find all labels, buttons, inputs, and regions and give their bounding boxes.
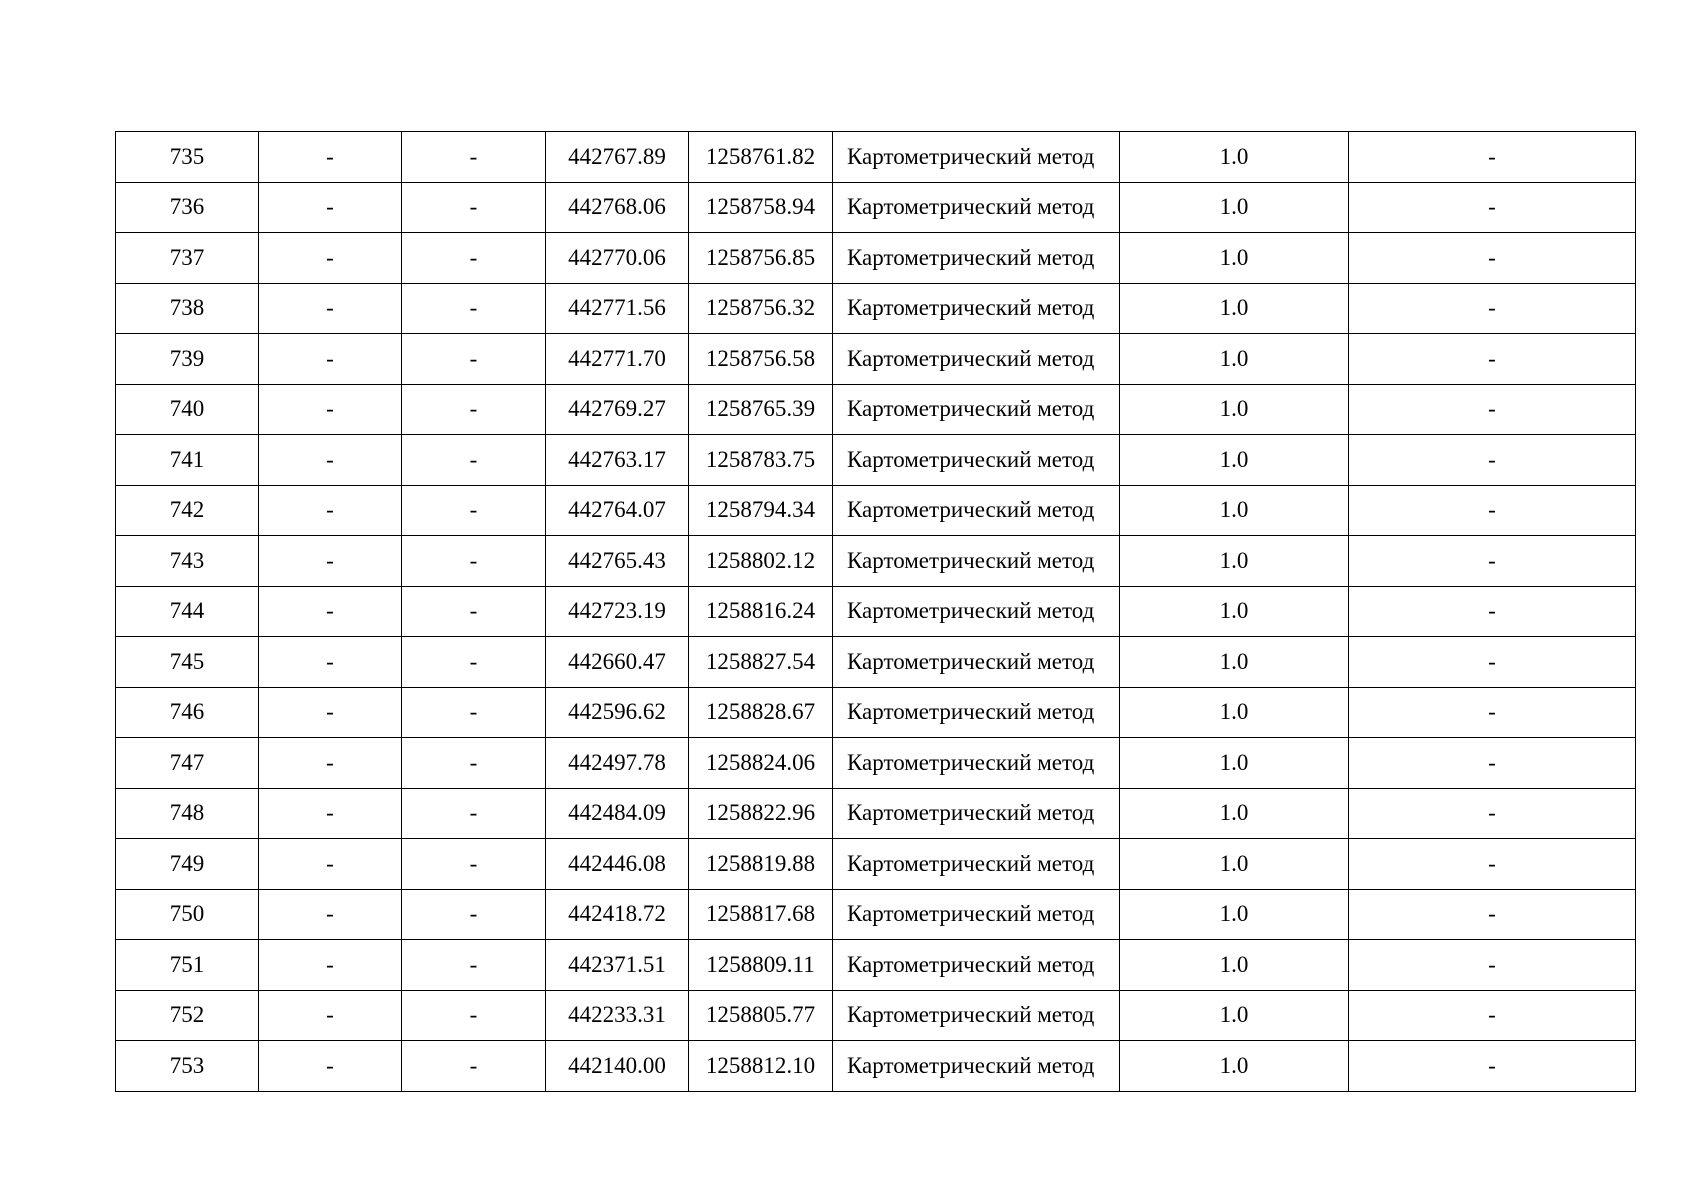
table-row xyxy=(116,182,1636,233)
table-row xyxy=(116,687,1636,738)
description-cell: - xyxy=(1349,334,1636,385)
empty-marker-cell: - xyxy=(402,738,546,789)
method-cell: Картометрический метод xyxy=(833,1041,1120,1092)
description-cell: - xyxy=(1349,182,1636,233)
table-row xyxy=(116,940,1636,991)
y-coordinate-cell: 1258756.58 xyxy=(689,334,833,385)
empty-marker-cell: - xyxy=(402,384,546,435)
table-row xyxy=(116,334,1636,385)
empty-marker-cell: - xyxy=(259,889,402,940)
method-cell: Картометрический метод xyxy=(833,738,1120,789)
table-row xyxy=(116,637,1636,688)
table-row xyxy=(116,889,1636,940)
y-coordinate-cell: 1258809.11 xyxy=(689,940,833,991)
table-row xyxy=(116,586,1636,637)
table-row xyxy=(116,283,1636,334)
description-cell: - xyxy=(1349,738,1636,789)
empty-marker-cell: - xyxy=(259,687,402,738)
x-coordinate-cell: 442140.00 xyxy=(546,1041,689,1092)
table-row xyxy=(116,990,1636,1041)
x-coordinate-cell: 442660.47 xyxy=(546,637,689,688)
method-cell: Картометрический метод xyxy=(833,485,1120,536)
y-coordinate-cell: 1258765.39 xyxy=(689,384,833,435)
description-cell: - xyxy=(1349,384,1636,435)
empty-marker-cell: - xyxy=(402,586,546,637)
empty-marker-cell: - xyxy=(402,132,546,183)
empty-marker-cell: - xyxy=(259,940,402,991)
point-number-cell: 743 xyxy=(116,536,259,587)
point-number-cell: 740 xyxy=(116,384,259,435)
point-number-cell: 735 xyxy=(116,132,259,183)
empty-marker-cell: - xyxy=(402,839,546,890)
y-coordinate-cell: 1258758.94 xyxy=(689,182,833,233)
point-number-cell: 753 xyxy=(116,1041,259,1092)
method-cell: Картометрический метод xyxy=(833,132,1120,183)
precision-cell: 1.0 xyxy=(1120,1041,1349,1092)
point-number-cell: 736 xyxy=(116,182,259,233)
description-cell: - xyxy=(1349,687,1636,738)
y-coordinate-cell: 1258828.67 xyxy=(689,687,833,738)
x-coordinate-cell: 442233.31 xyxy=(546,990,689,1041)
description-cell: - xyxy=(1349,283,1636,334)
empty-marker-cell: - xyxy=(259,839,402,890)
point-number-cell: 744 xyxy=(116,586,259,637)
precision-cell: 1.0 xyxy=(1120,233,1349,284)
y-coordinate-cell: 1258761.82 xyxy=(689,132,833,183)
precision-cell: 1.0 xyxy=(1120,435,1349,486)
precision-cell: 1.0 xyxy=(1120,788,1349,839)
precision-cell: 1.0 xyxy=(1120,283,1349,334)
empty-marker-cell: - xyxy=(402,788,546,839)
precision-cell: 1.0 xyxy=(1120,536,1349,587)
empty-marker-cell: - xyxy=(259,132,402,183)
point-number-cell: 749 xyxy=(116,839,259,890)
precision-cell: 1.0 xyxy=(1120,687,1349,738)
y-coordinate-cell: 1258805.77 xyxy=(689,990,833,1041)
empty-marker-cell: - xyxy=(402,687,546,738)
empty-marker-cell: - xyxy=(259,637,402,688)
point-number-cell: 741 xyxy=(116,435,259,486)
empty-marker-cell: - xyxy=(402,283,546,334)
empty-marker-cell: - xyxy=(402,1041,546,1092)
precision-cell: 1.0 xyxy=(1120,586,1349,637)
method-cell: Картометрический метод xyxy=(833,687,1120,738)
table-row xyxy=(116,738,1636,789)
x-coordinate-cell: 442484.09 xyxy=(546,788,689,839)
empty-marker-cell: - xyxy=(259,1041,402,1092)
y-coordinate-cell: 1258812.10 xyxy=(689,1041,833,1092)
y-coordinate-cell: 1258783.75 xyxy=(689,435,833,486)
y-coordinate-cell: 1258794.34 xyxy=(689,485,833,536)
y-coordinate-cell: 1258802.12 xyxy=(689,536,833,587)
description-cell: - xyxy=(1349,940,1636,991)
empty-marker-cell: - xyxy=(259,435,402,486)
precision-cell: 1.0 xyxy=(1120,182,1349,233)
y-coordinate-cell: 1258816.24 xyxy=(689,586,833,637)
x-coordinate-cell: 442446.08 xyxy=(546,839,689,890)
precision-cell: 1.0 xyxy=(1120,132,1349,183)
empty-marker-cell: - xyxy=(402,233,546,284)
y-coordinate-cell: 1258817.68 xyxy=(689,889,833,940)
method-cell: Картометрический метод xyxy=(833,384,1120,435)
empty-marker-cell: - xyxy=(259,586,402,637)
y-coordinate-cell: 1258824.06 xyxy=(689,738,833,789)
x-coordinate-cell: 442763.17 xyxy=(546,435,689,486)
description-cell: - xyxy=(1349,485,1636,536)
x-coordinate-cell: 442770.06 xyxy=(546,233,689,284)
description-cell: - xyxy=(1349,839,1636,890)
precision-cell: 1.0 xyxy=(1120,839,1349,890)
empty-marker-cell: - xyxy=(402,334,546,385)
y-coordinate-cell: 1258756.32 xyxy=(689,283,833,334)
x-coordinate-cell: 442497.78 xyxy=(546,738,689,789)
x-coordinate-cell: 442596.62 xyxy=(546,687,689,738)
empty-marker-cell: - xyxy=(259,334,402,385)
description-cell: - xyxy=(1349,586,1636,637)
precision-cell: 1.0 xyxy=(1120,738,1349,789)
method-cell: Картометрический метод xyxy=(833,334,1120,385)
point-number-cell: 738 xyxy=(116,283,259,334)
empty-marker-cell: - xyxy=(259,788,402,839)
description-cell: - xyxy=(1349,1041,1636,1092)
table-row xyxy=(116,839,1636,890)
point-number-cell: 747 xyxy=(116,738,259,789)
empty-marker-cell: - xyxy=(402,536,546,587)
point-number-cell: 742 xyxy=(116,485,259,536)
table-row xyxy=(116,233,1636,284)
empty-marker-cell: - xyxy=(402,889,546,940)
point-number-cell: 739 xyxy=(116,334,259,385)
precision-cell: 1.0 xyxy=(1120,637,1349,688)
x-coordinate-cell: 442769.27 xyxy=(546,384,689,435)
precision-cell: 1.0 xyxy=(1120,889,1349,940)
x-coordinate-cell: 442418.72 xyxy=(546,889,689,940)
method-cell: Картометрический метод xyxy=(833,233,1120,284)
table-row xyxy=(116,788,1636,839)
table-row xyxy=(116,485,1636,536)
precision-cell: 1.0 xyxy=(1120,940,1349,991)
x-coordinate-cell: 442764.07 xyxy=(546,485,689,536)
method-cell: Картометрический метод xyxy=(833,889,1120,940)
precision-cell: 1.0 xyxy=(1120,334,1349,385)
method-cell: Картометрический метод xyxy=(833,637,1120,688)
point-number-cell: 745 xyxy=(116,637,259,688)
description-cell: - xyxy=(1349,435,1636,486)
empty-marker-cell: - xyxy=(259,485,402,536)
point-number-cell: 751 xyxy=(116,940,259,991)
method-cell: Картометрический метод xyxy=(833,283,1120,334)
empty-marker-cell: - xyxy=(259,182,402,233)
point-number-cell: 752 xyxy=(116,990,259,1041)
x-coordinate-cell: 442771.56 xyxy=(546,283,689,334)
method-cell: Картометрический метод xyxy=(833,940,1120,991)
precision-cell: 1.0 xyxy=(1120,485,1349,536)
table-body xyxy=(116,132,1636,1092)
table-row xyxy=(116,132,1636,183)
empty-marker-cell: - xyxy=(259,536,402,587)
x-coordinate-cell: 442765.43 xyxy=(546,536,689,587)
empty-marker-cell: - xyxy=(402,940,546,991)
empty-marker-cell: - xyxy=(259,233,402,284)
precision-cell: 1.0 xyxy=(1120,990,1349,1041)
empty-marker-cell: - xyxy=(402,485,546,536)
point-number-cell: 750 xyxy=(116,889,259,940)
table-row xyxy=(116,1041,1636,1092)
method-cell: Картометрический метод xyxy=(833,182,1120,233)
x-coordinate-cell: 442768.06 xyxy=(546,182,689,233)
description-cell: - xyxy=(1349,536,1636,587)
x-coordinate-cell: 442771.70 xyxy=(546,334,689,385)
y-coordinate-cell: 1258819.88 xyxy=(689,839,833,890)
empty-marker-cell: - xyxy=(259,738,402,789)
empty-marker-cell: - xyxy=(402,182,546,233)
description-cell: - xyxy=(1349,889,1636,940)
point-number-cell: 748 xyxy=(116,788,259,839)
method-cell: Картометрический метод xyxy=(833,536,1120,587)
empty-marker-cell: - xyxy=(402,637,546,688)
description-cell: - xyxy=(1349,233,1636,284)
precision-cell: 1.0 xyxy=(1120,384,1349,435)
y-coordinate-cell: 1258756.85 xyxy=(689,233,833,284)
table-row xyxy=(116,536,1636,587)
description-cell: - xyxy=(1349,132,1636,183)
x-coordinate-cell: 442723.19 xyxy=(546,586,689,637)
description-cell: - xyxy=(1349,637,1636,688)
point-number-cell: 746 xyxy=(116,687,259,738)
description-cell: - xyxy=(1349,788,1636,839)
method-cell: Картометрический метод xyxy=(833,839,1120,890)
empty-marker-cell: - xyxy=(402,990,546,1041)
coordinates-table xyxy=(115,131,1636,1092)
empty-marker-cell: - xyxy=(259,283,402,334)
description-cell: - xyxy=(1349,990,1636,1041)
table-row xyxy=(116,384,1636,435)
table-row xyxy=(116,435,1636,486)
empty-marker-cell: - xyxy=(259,990,402,1041)
point-number-cell: 737 xyxy=(116,233,259,284)
y-coordinate-cell: 1258822.96 xyxy=(689,788,833,839)
method-cell: Картометрический метод xyxy=(833,990,1120,1041)
method-cell: Картометрический метод xyxy=(833,586,1120,637)
y-coordinate-cell: 1258827.54 xyxy=(689,637,833,688)
method-cell: Картометрический метод xyxy=(833,435,1120,486)
method-cell: Картометрический метод xyxy=(833,788,1120,839)
empty-marker-cell: - xyxy=(259,384,402,435)
empty-marker-cell: - xyxy=(402,435,546,486)
x-coordinate-cell: 442371.51 xyxy=(546,940,689,991)
x-coordinate-cell: 442767.89 xyxy=(546,132,689,183)
